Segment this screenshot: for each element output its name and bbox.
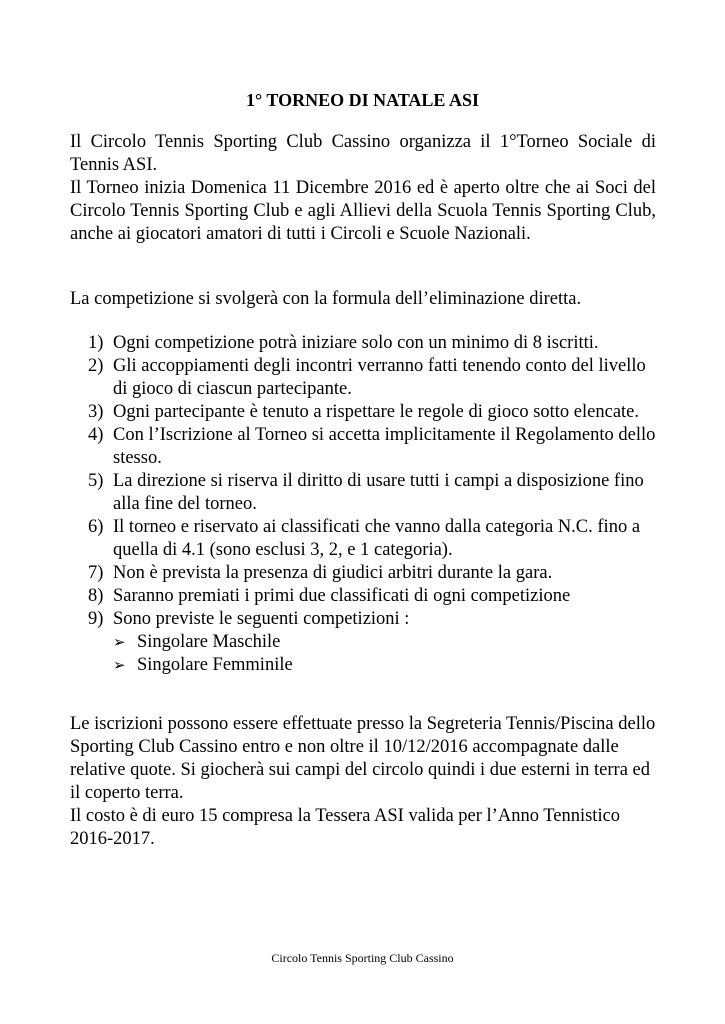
rule-number: 7) [88,563,104,583]
closing-paragraph: Le iscrizioni possono essere effettuate presso la Segreteria Tennis/Piscina dello Sporting Club Cassino entro e non oltre il 10/12/2016 accompagnate dalle relative quote. Si giocherà sui campi del circolo quindi i due esterni in terra ed il coperto terra. [70,714,656,803]
rule-text: Il torneo e riservato ai classificati che vanno dalla categoria N.C. fino a quella di 4.1 (sono esclusi 3, 2, e 1 categoria). [113,517,641,560]
arrow-bullet-icon: ➢ [113,656,126,674]
rule-text: La direzione si riserva il diritto di usare tutti i campi a disposizione fino alla fine del torneo. [113,471,644,514]
rule-text: Ogni competizione potrà iniziare solo con un minimo di 8 iscritti. [113,333,599,353]
competitions-list [113,631,656,677]
closing-section [70,713,656,851]
rule-item [70,424,656,470]
rule-number: 3) [88,402,104,422]
formula-section [70,288,656,311]
intro-paragraph: Il Torneo inizia Domenica 11 Dicembre 2016 ed è aperto oltre che ai Soci del Circolo Tennis Sporting Club e agli Allievi della Scuola Tennis Sporting Club, anche ai giocatori amatori di tutti i Circoli e Scuole Nazionali. [70,178,656,244]
rules-list [70,332,656,677]
intro-section [70,131,656,246]
rule-number: 1) [88,333,104,353]
rule-item [70,332,656,355]
rule-item [70,401,656,424]
rule-item [70,470,656,516]
intro-paragraph: Il Circolo Tennis Sporting Club Cassino organizza il 1°Torneo Sociale di Tennis ASI. [70,132,656,175]
rule-text: Sono previste le seguenti competizioni : [113,609,410,629]
rule-number: 2) [88,356,104,376]
rule-item [70,608,656,677]
competition-item [113,631,656,654]
rule-text: Saranno premiati i primi due classificati di ogni competizione [113,586,571,606]
rule-number: 4) [88,425,104,445]
formula-text: La competizione si svolgerà con la formula dell’eliminazione diretta. [70,289,582,309]
competition-text: Singolare Femminile [137,655,293,675]
closing-paragraph: Il costo è di euro 15 compresa la Tessera ASI valida per l’Anno Tennistico 2016-2017. [70,806,621,849]
rule-text: Non è prevista la presenza di giudici arbitri durante la gara. [113,563,553,583]
rule-item [70,562,656,585]
rule-number: 9) [88,609,104,629]
competition-item [113,654,656,677]
page-footer: Circolo Tennis Sporting Club Cassino [271,951,454,965]
rule-item [70,516,656,562]
rule-item [70,585,656,608]
rules-section [70,332,656,677]
rule-text: Gli accoppiamenti degli incontri verranno fatti tenendo conto del livello di gioco di ciascun partecipante. [113,356,646,399]
rule-item [70,355,656,401]
rule-text: Con l’Iscrizione al Torneo si accetta implicitamente il Regolamento dello stesso. [113,425,656,468]
document-title: 1° TORNEO DI NATALE ASI [246,90,479,110]
rule-number: 8) [88,586,104,606]
rule-number: 6) [88,517,104,537]
arrow-bullet-icon: ➢ [113,633,126,651]
rule-text: Ogni partecipante è tenuto a rispettare le regole di gioco sotto elencate. [113,402,640,422]
competition-text: Singolare Maschile [137,632,281,652]
rule-number: 5) [88,471,104,491]
